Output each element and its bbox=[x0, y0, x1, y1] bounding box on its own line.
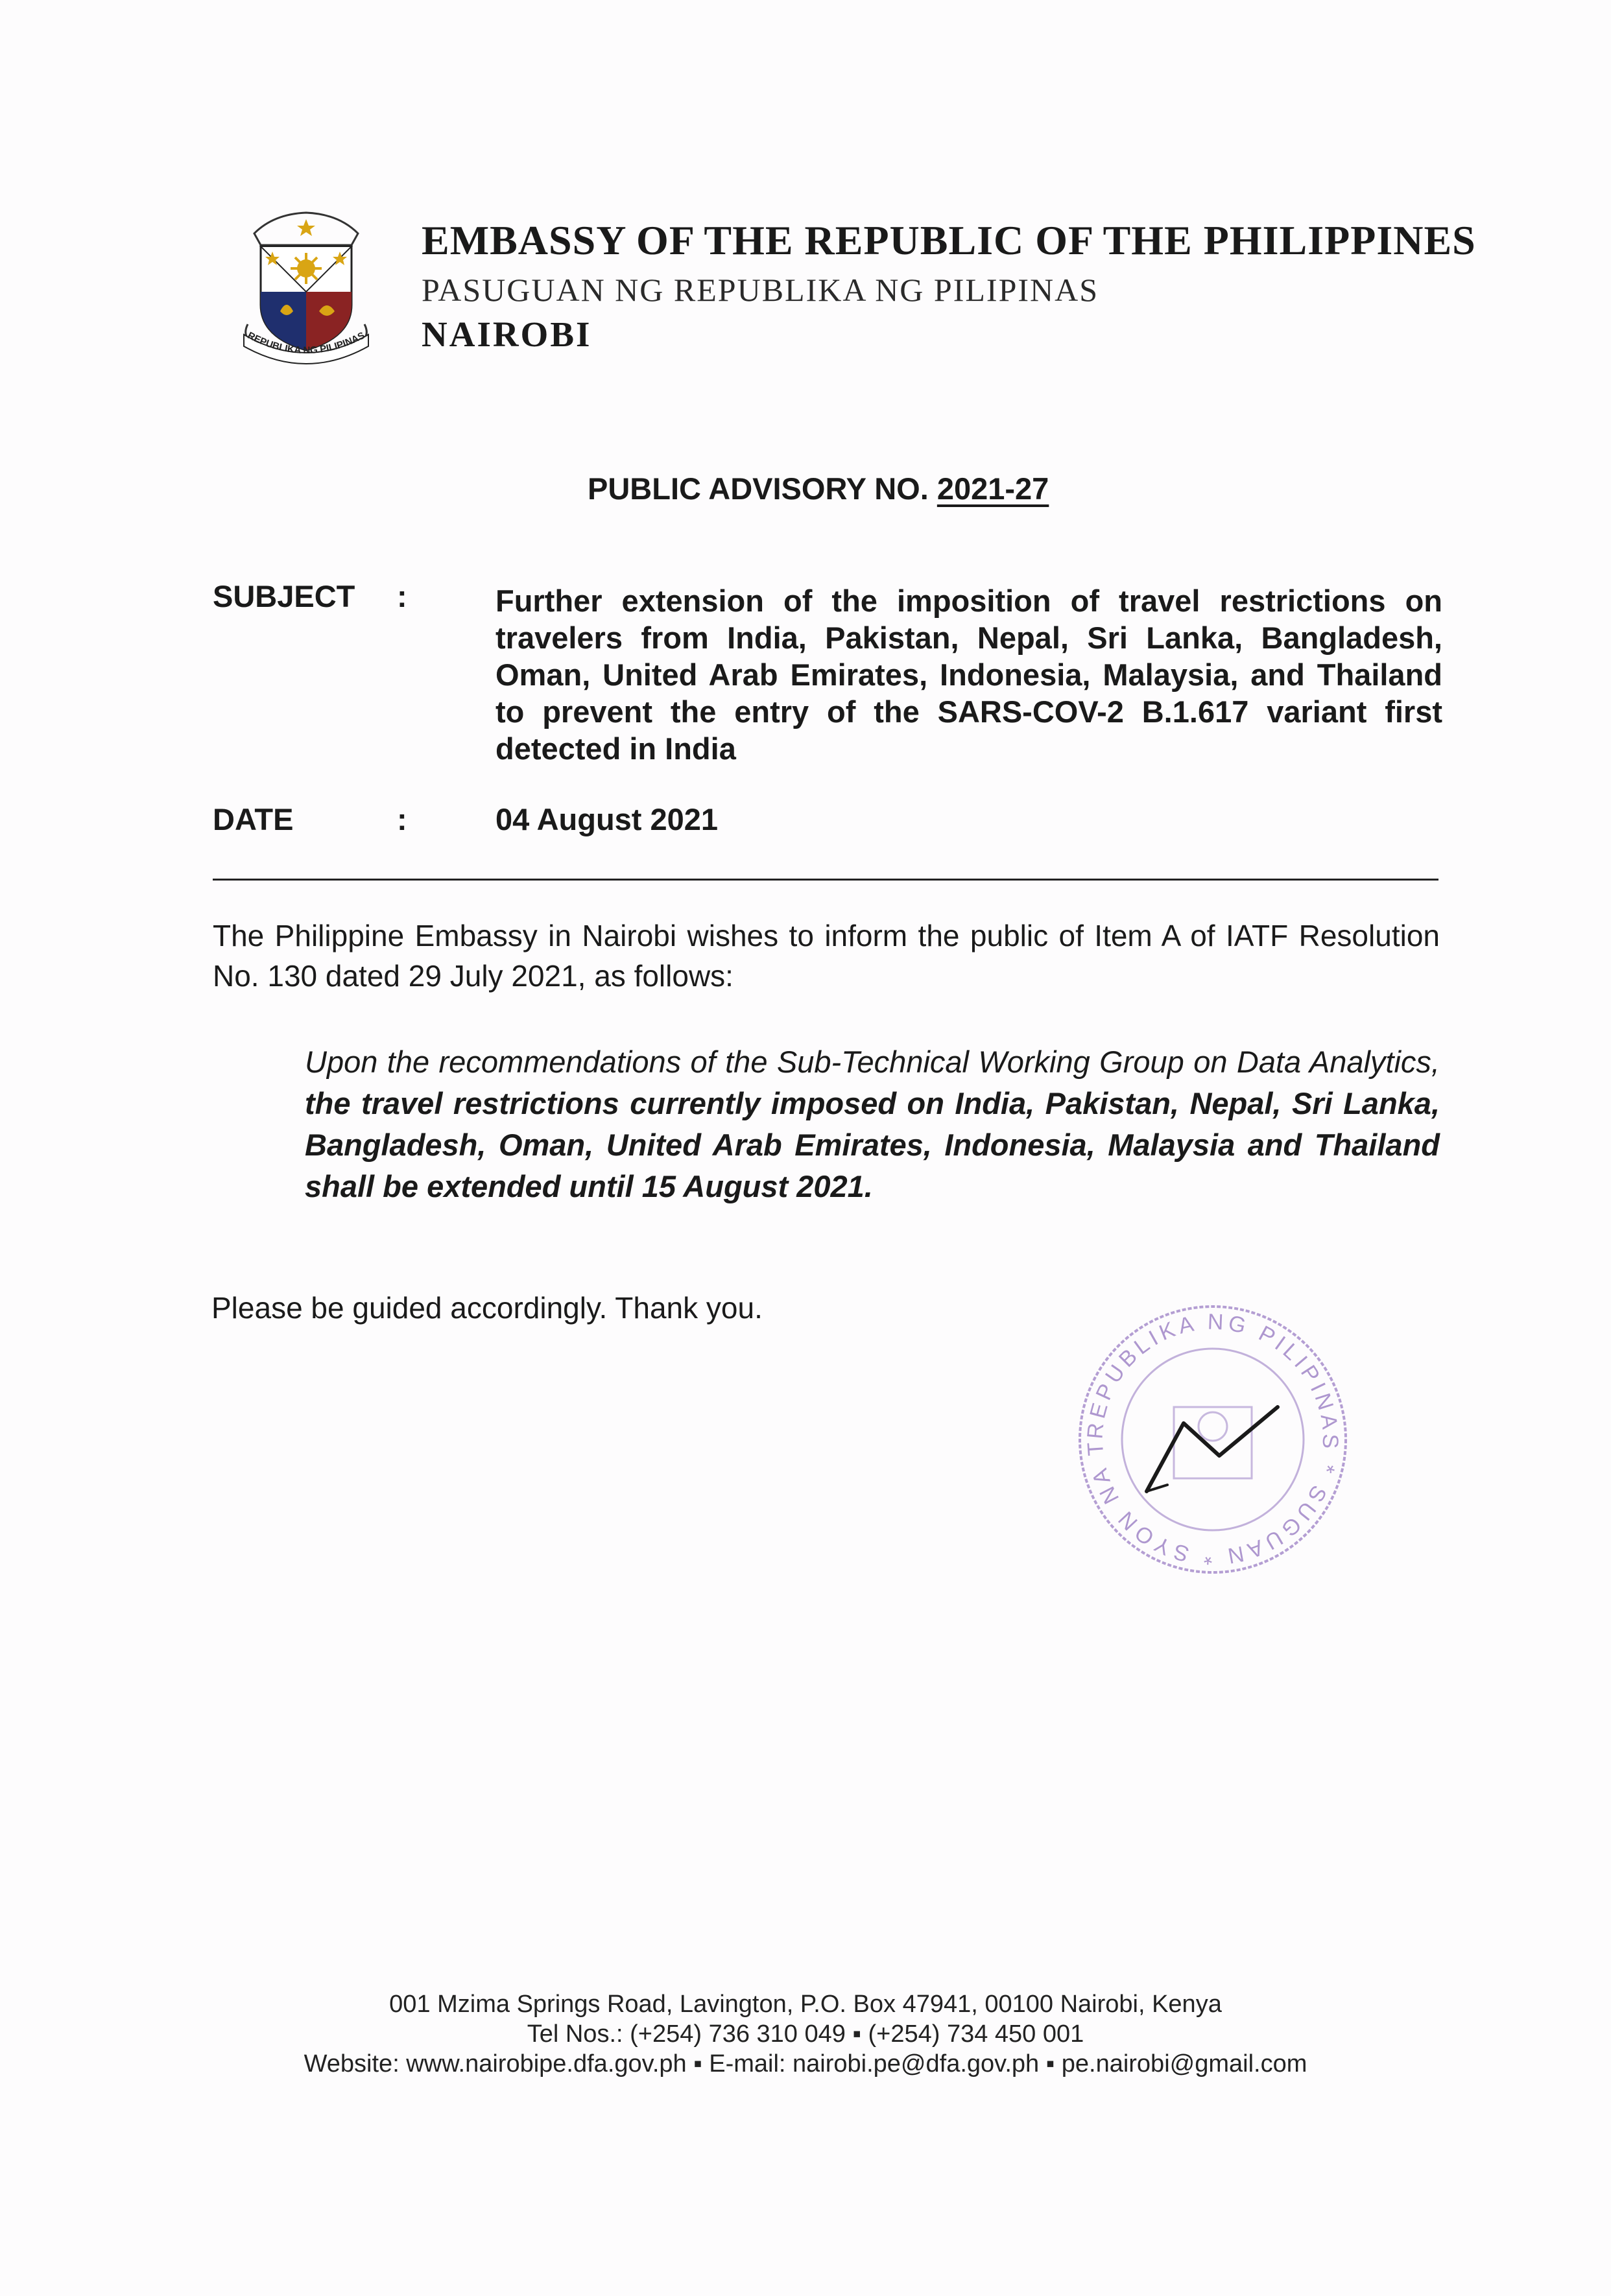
closing-line: Please be guided accordingly. Thank you. bbox=[211, 1291, 763, 1325]
quote-bold-text: the travel restrictions currently imposed on India, Pakistan, Nepal, Sri Lanka, Bangladesh, Oman, United Arab Emirates, Indonesia, Malaysia and Thailand shall be extended until 15 August 2021. bbox=[305, 1086, 1440, 1203]
letterhead-embassy-name: EMBASSY OF THE REPUBLIC OF THE PHILIPPINES bbox=[422, 217, 1476, 263]
date-value: 04 August 2021 bbox=[495, 802, 719, 836]
advisory-number: 2021-27 bbox=[937, 471, 1049, 506]
date-label: DATE bbox=[213, 802, 294, 836]
footer-web-email: Website: www.nairobipe.dfa.gov.ph ▪ E-mail: nairobi.pe@dfa.gov.ph ▪ pe.nairobi@gmail.com bbox=[304, 2050, 1307, 2077]
advisory-title bbox=[588, 471, 1049, 506]
subject-label: SUBJECT bbox=[213, 579, 355, 613]
subject-text: Further extension of the imposition of travel restrictions on travelers from India, Pakistan, Nepal, Sri Lanka, Bangladesh, Oman, United Arab Emirates, Indonesia, Malaysia, and Thailand to prevent the entry of the SARS-COV-2 B.1.617 variant first detected in India bbox=[495, 584, 1442, 766]
divider-line bbox=[213, 879, 1438, 881]
date-colon: : bbox=[397, 802, 407, 836]
quote-lead-text: Upon the recommendations of the Sub-Technical Working Group on Data Analytics, bbox=[305, 1045, 1440, 1079]
letterhead-filipino-name: PASUGUAN NG REPUBLIKA NG PILIPINAS bbox=[422, 272, 1099, 308]
embassy-seal bbox=[235, 207, 377, 376]
stamp-text: REPUBLIKA NG PILIPINAS * SUGUAN * SYON NA T bbox=[1082, 1309, 1343, 1570]
stamp-seal-icon bbox=[1070, 1297, 1355, 1582]
official-stamp bbox=[1070, 1297, 1355, 1582]
intro-paragraph: The Philippine Embassy in Nairobi wishes to inform the public of Item A of IATF Resolution No. 130 dated 29 July 2021, as follows: bbox=[213, 919, 1440, 993]
quoted-resolution bbox=[305, 1041, 1440, 1207]
seal-ribbon-text: REPUBLIKA NG PILIPINAS bbox=[245, 329, 367, 357]
coat-of-arms-icon bbox=[235, 207, 377, 376]
letterhead-city: NAIROBI bbox=[422, 314, 592, 354]
subject-colon: : bbox=[397, 579, 407, 613]
footer-telephone: Tel Nos.: (+254) 736 310 049 ▪ (+254) 734 450 001 bbox=[527, 2020, 1084, 2048]
footer-address: 001 Mzima Springs Road, Lavington, P.O. Box 47941, 00100 Nairobi, Kenya bbox=[389, 1991, 1222, 2018]
advisory-prefix: PUBLIC ADVISORY NO. bbox=[588, 471, 937, 506]
